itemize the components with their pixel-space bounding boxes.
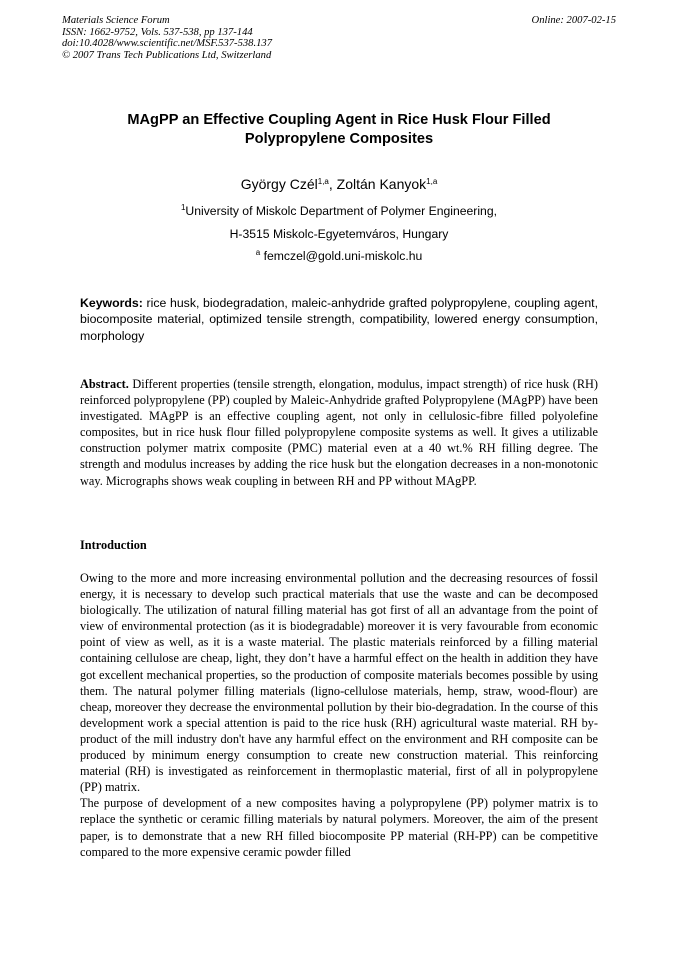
- keywords-text: rice husk, biodegradation, maleic-anhydride grafted polypropylene, coupling agent, biocomposite material, optimized tensile strength, compatibility, lowered energy consumption, morphology: [80, 296, 598, 343]
- header-journal-name: Materials Science Forum: [62, 15, 170, 26]
- affiliation-department: University of Miskolc Department of Polymer Engineering,: [185, 204, 498, 218]
- affiliation-mark-1: 1: [180, 203, 186, 212]
- abstract-text: Different properties (tensile strength, elongation, modulus, impact strength) of rice husk (RH) reinforced polypropylene (PP) coupled by Maleic-Anhydride grafted Polypropylene (MAgPP) have been investigated. MAgPP is an effective coupling agent, not only in cellulosic-fibre filled polyolefine composites, but in rice husk flour filled polypropylene composite systems as well. It gives a utilizable construction polymer matrix composite (PMC) material even at a 40 wt.% RH filling degree. The strength and modulus increases by adding the rice husk but the elongation decreases in a non-monotonic way. Micrographs shows weak coupling in between RH and PP without MAgPP.: [80, 377, 598, 488]
- header-doi: doi:10.4028/www.scientific.net/MSF.537-538.137: [62, 38, 272, 50]
- author-2-affiliation-mark: 1,a: [426, 177, 438, 186]
- keywords: [80, 295, 598, 344]
- author-separator: ,: [328, 176, 337, 192]
- abstract: [80, 376, 598, 489]
- introduction-body: [80, 570, 598, 860]
- introduction-paragraph-1: Owing to the more and more increasing environmental pollution and the decreasing resources of fossil energy, it is necessary to develop such practical materials that use the waste and can be decomposed biologically. The utilization of natural filling material has got first of all an advantage from the point of view of environmental protection (as it is biodegradable) moreover it is very favourable from economic point of view as well, as it is a waste material. The plastic materials reinforced by a filling material containing cellulose are cheap, light, they don’t have a harmful effect on the health in addition they have got excellent mechanical properties, so the production of composite materials becomes possible by using them. The natural polymer filling materials (ligno-cellulose materials, hemp, straw, wood-flour) are cheap, moreover they decrease the environmental pollution by their bio-degradation. In the course of this development work a special attention is paid to the rice husk (RH) agricultural waste material. RH by-product of the mill industry don't have any harmful effect on the environment and RH composite can be produced by minimum energy consumption to create new construction material. This reinforcing material (RH) is investigated as reinforcement in thermoplastic material, first of all in polypropylene (PP) matrix.: [80, 571, 598, 795]
- paper-title: [80, 111, 598, 149]
- affiliation-line-2: H-3515 Miskolc-Egyetemváros, Hungary: [229, 227, 449, 241]
- section-heading-introduction: Introduction: [80, 538, 147, 552]
- author-list: [80, 175, 598, 193]
- title-line-1: MAgPP an Effective Coupling Agent in Rice Husk Flour Filled: [127, 112, 551, 128]
- journal-header: [62, 15, 616, 61]
- header-copyright: © 2007 Trans Tech Publications Ltd, Switzerland: [62, 49, 272, 61]
- introduction-paragraph-2: The purpose of development of a new composites having a polypropylene (PP) polymer matrix is to replace the synthetic or ceramic filling materials by natural polymers. Moreover, the aim of the present paper, is to demonstrate that a new RH filled biocomposite PP material (RH-PP) can be competitive compared to the more expensive ceramic powder filled: [80, 796, 598, 859]
- affiliation-mark-a: a: [255, 248, 261, 257]
- affiliation-line-1: [80, 203, 598, 219]
- header-online-date: Online: 2007-02-15: [531, 15, 616, 26]
- author-email: femczel@gold.uni-miskolc.hu: [263, 249, 423, 263]
- author-2: Zoltán Kanyok: [336, 176, 427, 192]
- title-line-2: Polypropylene Composites: [244, 131, 434, 147]
- affiliation-email-line: [80, 248, 598, 264]
- author-1-affiliation-mark: 1,a: [317, 177, 329, 186]
- keywords-label: Keywords:: [80, 296, 143, 310]
- abstract-label: Abstract.: [80, 377, 129, 391]
- header-issn: ISSN: 1662-9752, Vols. 537-538, pp 137-144: [62, 26, 253, 38]
- author-1: György Czél: [240, 176, 318, 192]
